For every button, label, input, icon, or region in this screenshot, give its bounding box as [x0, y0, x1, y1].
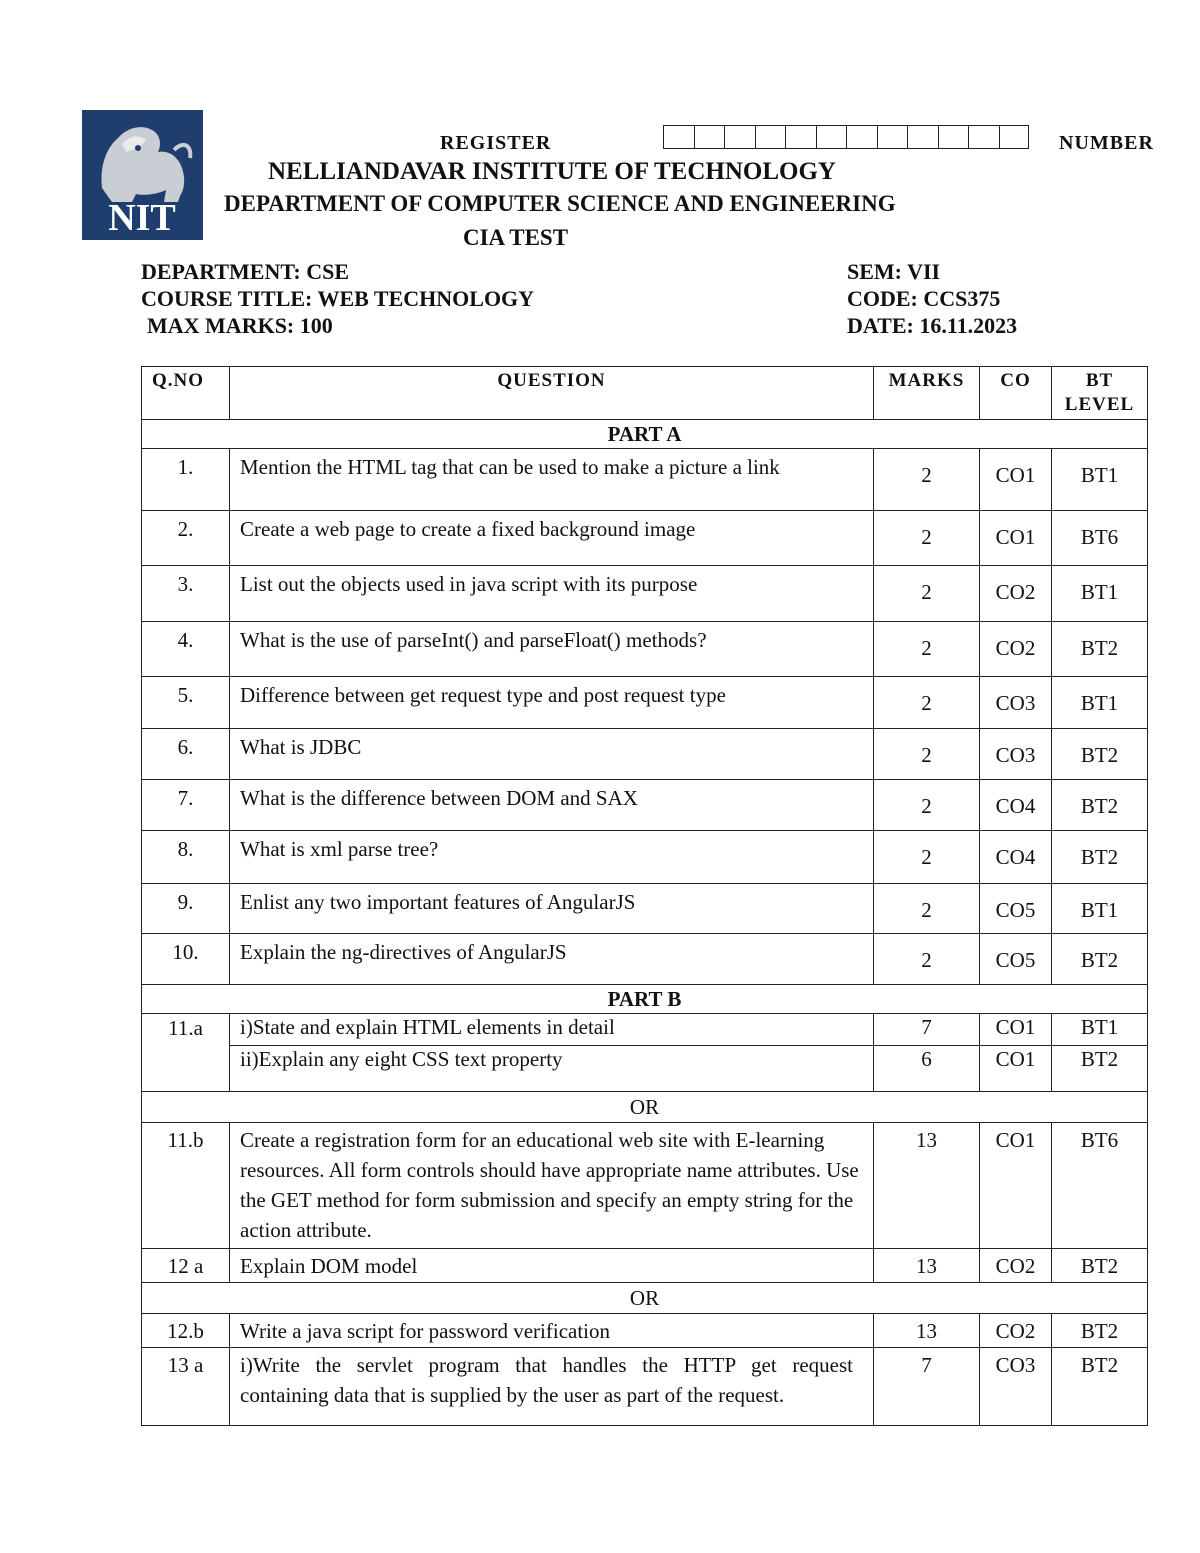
- part-a-bt-cell: BT2: [1052, 780, 1148, 831]
- table-row: [142, 566, 1148, 622]
- register-digit-box[interactable]: [694, 125, 725, 149]
- header-marks: MARKS: [874, 367, 980, 420]
- part-a-qno-cell: 8.: [142, 831, 230, 884]
- department-name: DEPARTMENT OF COMPUTER SCIENCE AND ENGINEERING: [224, 191, 896, 216]
- header-question: QUESTION: [230, 367, 874, 420]
- q12a-question: Explain DOM model: [230, 1249, 874, 1283]
- part-a-marks-cell: 2: [874, 780, 980, 831]
- table-row: [142, 1348, 1148, 1426]
- part-a-qno-cell: 5.: [142, 677, 230, 729]
- q11a-ii-co: CO1: [980, 1046, 1052, 1092]
- q12b-no: 12.b: [142, 1314, 230, 1348]
- q11a-i-question: i)State and explain HTML elements in detail: [230, 1014, 874, 1046]
- or-label: OR: [142, 1092, 1148, 1123]
- svg-text:NIT: NIT: [108, 197, 176, 239]
- part-a-question-cell: Enlist any two important features of AngularJS: [230, 884, 874, 934]
- part-a-question-cell: List out the objects used in java script with its purpose: [230, 566, 874, 622]
- meta-date: DATE: 16.11.2023: [847, 313, 1018, 338]
- register-digit-box[interactable]: [968, 125, 999, 149]
- part-a-question-cell: Explain the ng-directives of AngularJS: [230, 934, 874, 985]
- meta-sem: SEM: VII: [847, 259, 941, 284]
- table-row: [142, 1314, 1148, 1348]
- part-a-co-cell: CO4: [980, 780, 1052, 831]
- q11b-co: CO1: [980, 1123, 1052, 1249]
- part-a-row: [142, 420, 1148, 449]
- q12b-co: CO2: [980, 1314, 1052, 1348]
- table-row: [142, 511, 1148, 566]
- part-a-co-cell: CO5: [980, 884, 1052, 934]
- register-digit-box[interactable]: [816, 125, 847, 149]
- part-a-marks-cell: 2: [874, 729, 980, 780]
- q11a-ii-question: ii)Explain any eight CSS text property: [230, 1046, 874, 1092]
- q12b-marks: 13: [874, 1314, 980, 1348]
- part-a-co-cell: CO2: [980, 566, 1052, 622]
- part-a-question-cell: What is the difference between DOM and SAX: [230, 780, 874, 831]
- table-row: [142, 934, 1148, 985]
- q11b-question: Create a registration form for an educational web site with E-learning resources. All form controls should have appropriate name attributes. Use the GET method for form submission and specify an empty string for the action attribute.: [230, 1123, 874, 1249]
- q11a-ii-marks: 6: [874, 1046, 980, 1092]
- part-b-title: PART B: [142, 985, 1148, 1014]
- part-a-marks-cell: 2: [874, 449, 980, 511]
- part-a-bt-cell: BT1: [1052, 449, 1148, 511]
- header-co: CO: [980, 367, 1052, 420]
- table-row: [142, 1014, 1148, 1046]
- register-digit-box[interactable]: [907, 125, 938, 149]
- register-digit-box[interactable]: [877, 125, 908, 149]
- part-a-marks-cell: 2: [874, 934, 980, 985]
- part-a-co-cell: CO1: [980, 511, 1052, 566]
- register-digit-box[interactable]: [999, 125, 1030, 149]
- part-a-marks-cell: 2: [874, 511, 980, 566]
- part-a-question-cell: What is JDBC: [230, 729, 874, 780]
- part-a-qno-cell: 10.: [142, 934, 230, 985]
- q11b-marks: 13: [874, 1123, 980, 1249]
- number-label: NUMBER: [1059, 132, 1154, 154]
- register-digit-box[interactable]: [938, 125, 969, 149]
- part-a-question-cell: Mention the HTML tag that can be used to make a picture a link: [230, 449, 874, 511]
- table-row: [142, 1249, 1148, 1283]
- part-a-qno-cell: 2.: [142, 511, 230, 566]
- part-a-question-cell: What is the use of parseInt() and parseFloat() methods?: [230, 622, 874, 677]
- register-digit-box[interactable]: [724, 125, 755, 149]
- part-a-co-cell: CO4: [980, 831, 1052, 884]
- part-a-marks-cell: 2: [874, 677, 980, 729]
- table-row: [142, 449, 1148, 511]
- q13a-question: i)Write the servlet program that handles the HTTP get request containing data that is supplied by the user as part of the request.: [230, 1348, 874, 1426]
- institute-name: NELLIANDAVAR INSTITUTE OF TECHNOLOGY: [268, 158, 836, 185]
- q12a-bt: BT2: [1052, 1249, 1148, 1283]
- header-bt-level: [1052, 367, 1148, 420]
- part-a-marks-cell: 2: [874, 884, 980, 934]
- q13a-bt: BT2: [1052, 1348, 1148, 1426]
- header-level: LEVEL: [1064, 394, 1135, 415]
- table-row: [142, 1123, 1148, 1249]
- meta-course-title: COURSE TITLE: WEB TECHNOLOGY: [141, 286, 535, 311]
- part-a-qno-cell: 9.: [142, 884, 230, 934]
- part-a-qno-cell: 6.: [142, 729, 230, 780]
- q12b-question: Write a java script for password verification: [230, 1314, 874, 1348]
- q13a-no: 13 a: [142, 1348, 230, 1426]
- meta-department: DEPARTMENT: CSE: [141, 259, 350, 284]
- or-row: [142, 1092, 1148, 1123]
- header-bt: BT: [1085, 370, 1114, 391]
- q13a-co: CO3: [980, 1348, 1052, 1426]
- q11a-i-co: CO1: [980, 1014, 1052, 1046]
- question-table: [141, 366, 1148, 1426]
- part-a-question-cell: What is xml parse tree?: [230, 831, 874, 884]
- part-a-bt-cell: BT1: [1052, 884, 1148, 934]
- institute-logo: [82, 110, 203, 240]
- part-a-bt-cell: BT2: [1052, 831, 1148, 884]
- part-a-bt-cell: BT1: [1052, 566, 1148, 622]
- table-row: [142, 780, 1148, 831]
- part-a-bt-cell: BT2: [1052, 934, 1148, 985]
- register-digit-box[interactable]: [663, 125, 694, 149]
- q12b-bt: BT2: [1052, 1314, 1148, 1348]
- register-digit-box[interactable]: [755, 125, 786, 149]
- q11b-no: 11.b: [142, 1123, 230, 1249]
- table-row: [142, 622, 1148, 677]
- part-a-question-cell: Create a web page to create a fixed background image: [230, 511, 874, 566]
- part-a-marks-cell: 2: [874, 831, 980, 884]
- meta-max-marks: MAX MARKS: 100: [147, 313, 333, 338]
- part-a-co-cell: CO3: [980, 677, 1052, 729]
- test-name: CIA TEST: [463, 225, 569, 250]
- part-a-bt-cell: BT1: [1052, 677, 1148, 729]
- part-a-qno-cell: 1.: [142, 449, 230, 511]
- table-row: [142, 831, 1148, 884]
- q12a-no: 12 a: [142, 1249, 230, 1283]
- part-a-co-cell: CO1: [980, 449, 1052, 511]
- part-a-qno-cell: 3.: [142, 566, 230, 622]
- q13a-marks: 7: [874, 1348, 980, 1426]
- part-a-qno-cell: 7.: [142, 780, 230, 831]
- part-a-question-cell: Difference between get request type and post request type: [230, 677, 874, 729]
- q11b-bt: BT6: [1052, 1123, 1148, 1249]
- part-a-co-cell: CO5: [980, 934, 1052, 985]
- table-row: [142, 729, 1148, 780]
- register-number-boxes[interactable]: [663, 125, 1029, 149]
- register-label: REGISTER: [440, 132, 552, 154]
- q12a-co: CO2: [980, 1249, 1052, 1283]
- part-b-row: [142, 985, 1148, 1014]
- q12a-marks: 13: [874, 1249, 980, 1283]
- part-a-title: PART A: [142, 420, 1148, 449]
- part-a-bt-cell: BT2: [1052, 729, 1148, 780]
- table-row: [142, 677, 1148, 729]
- q11a-no: 11.a: [142, 1014, 230, 1092]
- header-qno: Q.NO: [142, 367, 230, 420]
- part-a-co-cell: CO3: [980, 729, 1052, 780]
- part-a-marks-cell: 2: [874, 622, 980, 677]
- q11a-ii-bt: BT2: [1052, 1046, 1148, 1092]
- register-digit-box[interactable]: [785, 125, 816, 149]
- table-row: [142, 1046, 1148, 1092]
- table-row: [142, 884, 1148, 934]
- q11a-i-marks: 7: [874, 1014, 980, 1046]
- q11a-i-bt: BT1: [1052, 1014, 1148, 1046]
- or-row: [142, 1283, 1148, 1314]
- lion-emblem-icon: [82, 110, 203, 240]
- part-a-marks-cell: 2: [874, 566, 980, 622]
- part-a-co-cell: CO2: [980, 622, 1052, 677]
- part-a-bt-cell: BT6: [1052, 511, 1148, 566]
- meta-code: CODE: CCS375: [847, 286, 1001, 311]
- table-header-row: [142, 367, 1148, 420]
- part-a-qno-cell: 4.: [142, 622, 230, 677]
- register-digit-box[interactable]: [846, 125, 877, 149]
- or-label: OR: [142, 1283, 1148, 1314]
- part-a-bt-cell: BT2: [1052, 622, 1148, 677]
